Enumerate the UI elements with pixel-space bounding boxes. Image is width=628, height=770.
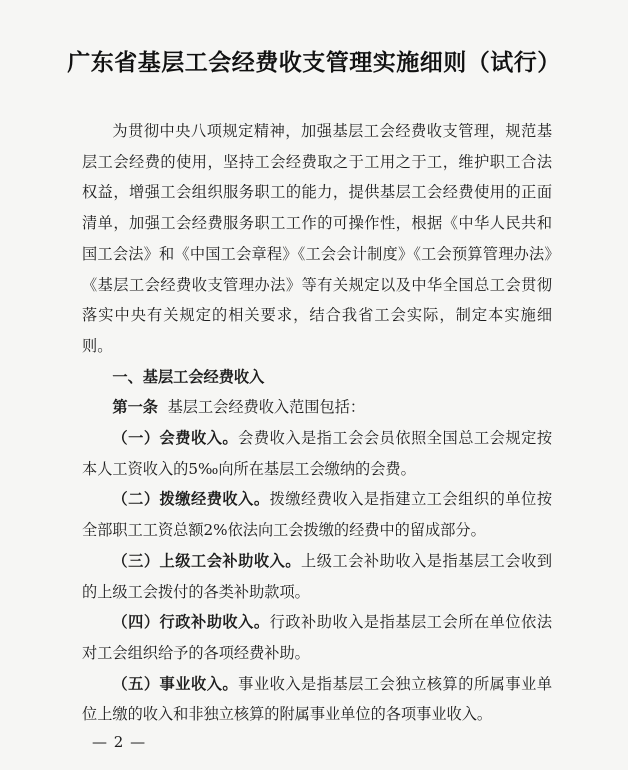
article-1 xyxy=(82,392,552,423)
article-label: 第一条 xyxy=(112,398,158,417)
item-text: 上级工会补助收入是指基层工会收到的上级工会拨付的各类补助款项。 xyxy=(82,551,553,601)
item-text: 行政补助收入是指基层工会所在单位依法对工会组织给予的各项经费补助。 xyxy=(82,613,553,662)
intro-paragraph: 为贯彻中央八项规定精神，加强基层工会经费收支管理，规范基层工会经费的使用，坚持工会经费取之于工用之于工，维护职工合法权益，增强工会组织服务职工的能力，提供基层工会经费使用的正面清单，加强工会经费服务职工工作的可操作性，根据《中华人民共和国工会法》和《中国工会章程》《工会会计制度》《工会预算管理办法》《基层工会经费收支管理办法》等有关规定以及中华全国总工会贯彻落实中央有关规定的相关要求，结合我省工会实际，制定本实施细则。 xyxy=(82,122,552,355)
item-label: （五）事业收入。 xyxy=(112,674,239,693)
item-label: （一）会费收入。 xyxy=(112,429,239,448)
page-number: — 2 — xyxy=(92,733,147,751)
item-text: 事业收入是指基层工会独立核算的所属事业单位上缴的收入和非独立核算的附属事业单位的各项事业收入。 xyxy=(82,674,553,724)
item-label: （二）拨缴经费收入。 xyxy=(112,490,270,509)
article-text: 基层工会经费收入范围包括： xyxy=(167,398,366,417)
item-1 xyxy=(82,423,552,484)
item-text: 拨缴经费收入是指建立工会组织的单位按全部职工工资总额2%依法向工会拨缴的经费中的留成部分。 xyxy=(82,490,553,540)
document-title: 广东省基层工会经费收支管理实施细则（试行） xyxy=(67,49,561,76)
document-body xyxy=(82,116,552,730)
item-2 xyxy=(82,484,552,545)
item-3 xyxy=(82,546,552,607)
item-label: （三）上级工会补助收入。 xyxy=(112,551,302,570)
item-4 xyxy=(82,607,552,668)
section-heading: 一、基层工会经费收入 xyxy=(112,367,265,386)
item-text: 会费收入是指工会会员依照全国总工会规定按本人工资收入的5‰向所在基层工会缴纳的会费。 xyxy=(82,429,553,478)
item-5 xyxy=(82,669,552,730)
item-label: （四）行政补助收入。 xyxy=(112,613,270,632)
